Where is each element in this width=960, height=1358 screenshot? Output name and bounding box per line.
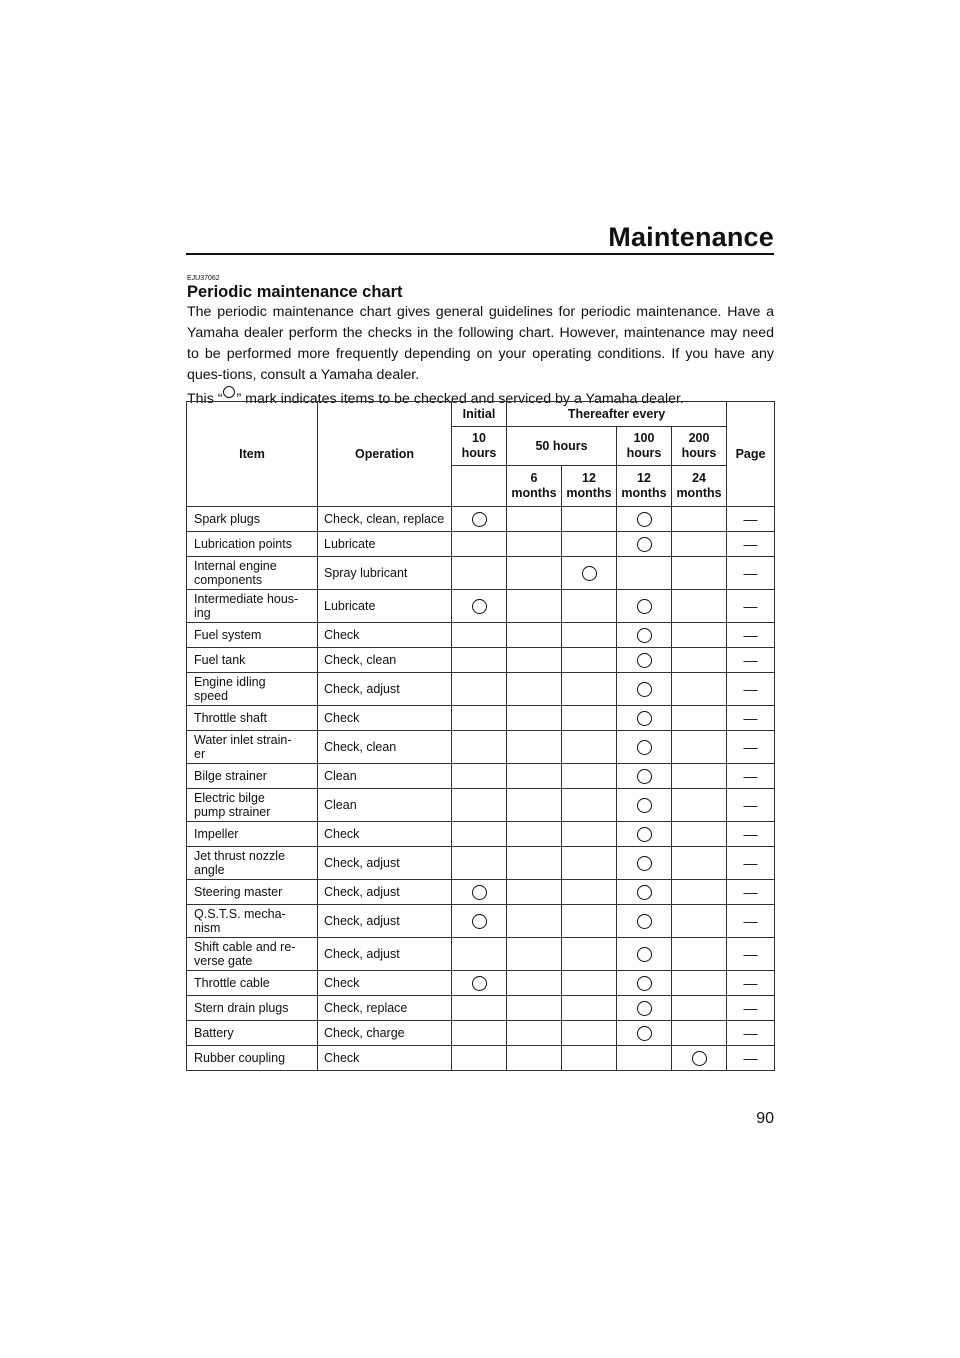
row-interval-cell	[507, 648, 562, 673]
row-interval-cell	[562, 847, 617, 880]
table-row	[187, 880, 775, 905]
row-interval-cell	[617, 557, 672, 590]
row-item: Stern drain plugs	[187, 996, 318, 1021]
row-interval-cell	[672, 731, 727, 764]
row-page: —	[727, 996, 775, 1021]
row-interval-cell	[507, 507, 562, 532]
row-interval-cell	[452, 938, 507, 971]
table-row	[187, 822, 775, 847]
row-interval-cell	[562, 1021, 617, 1046]
row-interval-cell	[617, 648, 672, 673]
service-mark-icon	[637, 1001, 652, 1016]
row-item: Engine idling speed	[187, 673, 318, 706]
row-interval-cell	[672, 880, 727, 905]
maintenance-chart-table	[186, 401, 775, 1071]
row-interval-cell	[507, 938, 562, 971]
row-page: —	[727, 789, 775, 822]
row-item: Shift cable and re- verse gate	[187, 938, 318, 971]
row-interval-cell	[507, 996, 562, 1021]
row-operation: Check	[318, 822, 452, 847]
row-interval-cell	[452, 590, 507, 623]
row-item: Jet thrust nozzle angle	[187, 847, 318, 880]
table-row	[187, 532, 775, 557]
row-page: —	[727, 880, 775, 905]
row-interval-cell	[672, 847, 727, 880]
row-interval-cell	[617, 847, 672, 880]
row-interval-cell	[507, 557, 562, 590]
header-6-months: 6 months	[507, 466, 562, 507]
service-mark-icon	[637, 947, 652, 962]
row-operation: Lubricate	[318, 532, 452, 557]
service-mark-icon	[637, 856, 652, 871]
intro-paragraph: The periodic maintenance chart gives general guidelines for periodic maintenance. Have a Yamaha dealer perform the checks in the following chart. However, maintenance may need to be performed more frequently depending on your operating conditions. If you have any ques-tions, consult a Yamaha dealer.	[187, 304, 774, 383]
row-interval-cell	[672, 822, 727, 847]
table-row	[187, 648, 775, 673]
row-operation: Check	[318, 706, 452, 731]
service-mark-icon	[637, 914, 652, 929]
service-mark-icon	[637, 769, 652, 784]
row-item: Fuel system	[187, 623, 318, 648]
table-row	[187, 706, 775, 731]
row-interval-cell	[507, 731, 562, 764]
row-operation: Clean	[318, 789, 452, 822]
row-interval-cell	[452, 1021, 507, 1046]
table-row	[187, 764, 775, 789]
row-interval-cell	[507, 822, 562, 847]
row-item: Spark plugs	[187, 507, 318, 532]
row-interval-cell	[452, 905, 507, 938]
row-interval-cell	[617, 822, 672, 847]
service-mark-icon	[637, 537, 652, 552]
row-interval-cell	[617, 706, 672, 731]
row-interval-cell	[562, 623, 617, 648]
row-interval-cell	[507, 971, 562, 996]
header-24-months: 24 months	[672, 466, 727, 507]
row-interval-cell	[617, 1046, 672, 1071]
row-item: Rubber coupling	[187, 1046, 318, 1071]
row-interval-cell	[452, 789, 507, 822]
row-page: —	[727, 905, 775, 938]
row-interval-cell	[452, 532, 507, 557]
row-interval-cell	[672, 1046, 727, 1071]
row-operation: Check, adjust	[318, 880, 452, 905]
service-mark-icon	[472, 599, 487, 614]
row-interval-cell	[617, 971, 672, 996]
row-interval-cell	[672, 938, 727, 971]
service-mark-icon	[637, 1026, 652, 1041]
row-interval-cell	[507, 905, 562, 938]
row-interval-cell	[452, 847, 507, 880]
row-interval-cell	[507, 764, 562, 789]
row-interval-cell	[672, 971, 727, 996]
row-operation: Check	[318, 1046, 452, 1071]
row-interval-cell	[452, 731, 507, 764]
service-mark-icon	[637, 628, 652, 643]
section-title: Periodic maintenance chart	[187, 283, 403, 301]
row-page: —	[727, 1021, 775, 1046]
header-page: Page	[727, 402, 775, 507]
row-operation: Lubricate	[318, 590, 452, 623]
row-interval-cell	[562, 822, 617, 847]
mark-note-after: ” mark indicates items to be checked and serviced by a Yamaha dealer.	[236, 391, 684, 407]
row-interval-cell	[507, 1046, 562, 1071]
mark-note-before: This “	[187, 391, 223, 407]
row-operation: Check, clean, replace	[318, 507, 452, 532]
row-interval-cell	[672, 996, 727, 1021]
row-interval-cell	[562, 673, 617, 706]
row-interval-cell	[507, 789, 562, 822]
row-interval-cell	[452, 1046, 507, 1071]
header-initial: Initial	[452, 402, 507, 427]
row-interval-cell	[452, 764, 507, 789]
table-row	[187, 623, 775, 648]
row-interval-cell	[562, 507, 617, 532]
row-interval-cell	[672, 1021, 727, 1046]
service-mark-icon	[223, 386, 235, 398]
table-row	[187, 557, 775, 590]
table-row	[187, 507, 775, 532]
row-item: Steering master	[187, 880, 318, 905]
service-mark-icon	[637, 653, 652, 668]
row-interval-cell	[617, 590, 672, 623]
row-interval-cell	[672, 507, 727, 532]
row-page: —	[727, 1046, 775, 1071]
header-200-hours: 200 hours	[672, 427, 727, 466]
header-rule	[186, 253, 774, 255]
row-interval-cell	[562, 1046, 617, 1071]
row-operation: Check, adjust	[318, 847, 452, 880]
row-interval-cell	[672, 764, 727, 789]
row-interval-cell	[507, 1021, 562, 1046]
row-page: —	[727, 673, 775, 706]
row-page: —	[727, 532, 775, 557]
row-page: —	[727, 706, 775, 731]
row-operation: Check, clean	[318, 648, 452, 673]
row-page: —	[727, 557, 775, 590]
row-item: Lubrication points	[187, 532, 318, 557]
row-interval-cell	[617, 532, 672, 557]
table-row	[187, 1021, 775, 1046]
row-interval-cell	[562, 731, 617, 764]
row-interval-cell	[507, 673, 562, 706]
header-12-months-a: 12 months	[562, 466, 617, 507]
row-interval-cell	[507, 532, 562, 557]
row-interval-cell	[507, 590, 562, 623]
row-item: Impeller	[187, 822, 318, 847]
service-mark-icon	[582, 566, 597, 581]
table-row	[187, 731, 775, 764]
service-mark-icon	[637, 599, 652, 614]
row-operation: Check, clean	[318, 731, 452, 764]
row-interval-cell	[562, 880, 617, 905]
service-mark-icon	[472, 914, 487, 929]
row-interval-cell	[617, 507, 672, 532]
intro-text	[187, 302, 774, 410]
row-page: —	[727, 507, 775, 532]
row-interval-cell	[672, 673, 727, 706]
service-mark-icon	[637, 885, 652, 900]
row-operation: Check, adjust	[318, 938, 452, 971]
row-page: —	[727, 590, 775, 623]
row-item: Fuel tank	[187, 648, 318, 673]
row-interval-cell	[617, 1021, 672, 1046]
service-mark-icon	[637, 512, 652, 527]
row-interval-cell	[672, 905, 727, 938]
row-interval-cell	[562, 648, 617, 673]
row-interval-cell	[452, 822, 507, 847]
row-interval-cell	[617, 731, 672, 764]
row-interval-cell	[452, 673, 507, 706]
row-interval-cell	[562, 789, 617, 822]
table-row	[187, 971, 775, 996]
row-interval-cell	[562, 938, 617, 971]
row-interval-cell	[562, 764, 617, 789]
row-interval-cell	[672, 557, 727, 590]
table-row	[187, 590, 775, 623]
row-interval-cell	[452, 507, 507, 532]
page-header-title: Maintenance	[608, 222, 774, 252]
row-interval-cell	[617, 938, 672, 971]
row-item: Water inlet strain- er	[187, 731, 318, 764]
row-interval-cell	[562, 971, 617, 996]
row-operation: Check	[318, 623, 452, 648]
row-interval-cell	[672, 706, 727, 731]
table-row	[187, 905, 775, 938]
row-item: Battery	[187, 1021, 318, 1046]
row-operation: Check, replace	[318, 996, 452, 1021]
row-interval-cell	[617, 673, 672, 706]
row-operation: Check, adjust	[318, 905, 452, 938]
row-item: Internal engine components	[187, 557, 318, 590]
row-page: —	[727, 764, 775, 789]
row-interval-cell	[507, 847, 562, 880]
row-page: —	[727, 971, 775, 996]
service-mark-icon	[637, 976, 652, 991]
row-interval-cell	[562, 557, 617, 590]
row-interval-cell	[562, 706, 617, 731]
row-interval-cell	[507, 706, 562, 731]
row-interval-cell	[617, 905, 672, 938]
row-interval-cell	[507, 880, 562, 905]
service-mark-icon	[472, 976, 487, 991]
row-interval-cell	[672, 590, 727, 623]
row-item: Throttle cable	[187, 971, 318, 996]
service-mark-icon	[637, 827, 652, 842]
row-page: —	[727, 938, 775, 971]
table-row	[187, 847, 775, 880]
row-interval-cell	[617, 789, 672, 822]
service-mark-icon	[692, 1051, 707, 1066]
header-initial-blank	[452, 466, 507, 507]
row-page: —	[727, 822, 775, 847]
row-page: —	[727, 648, 775, 673]
maintenance-chart-body	[187, 507, 775, 1071]
section-code: EJU37062	[187, 275, 220, 282]
row-interval-cell	[672, 623, 727, 648]
row-interval-cell	[617, 623, 672, 648]
service-mark-icon	[637, 682, 652, 697]
row-item: Throttle shaft	[187, 706, 318, 731]
row-page: —	[727, 731, 775, 764]
row-item: Q.S.T.S. mecha- nism	[187, 905, 318, 938]
service-mark-icon	[637, 798, 652, 813]
header-10-hours: 10 hours	[452, 427, 507, 466]
row-interval-cell	[672, 789, 727, 822]
service-mark-icon	[637, 740, 652, 755]
row-interval-cell	[617, 880, 672, 905]
header-thereafter: Thereafter every	[507, 402, 727, 427]
row-interval-cell	[452, 623, 507, 648]
row-operation: Clean	[318, 764, 452, 789]
row-interval-cell	[507, 623, 562, 648]
table-row	[187, 1046, 775, 1071]
row-interval-cell	[562, 532, 617, 557]
row-interval-cell	[617, 764, 672, 789]
row-interval-cell	[562, 905, 617, 938]
row-interval-cell	[452, 971, 507, 996]
row-interval-cell	[452, 996, 507, 1021]
row-item: Electric bilge pump strainer	[187, 789, 318, 822]
table-row	[187, 789, 775, 822]
row-operation: Spray lubricant	[318, 557, 452, 590]
row-page: —	[727, 847, 775, 880]
row-interval-cell	[452, 557, 507, 590]
row-item: Bilge strainer	[187, 764, 318, 789]
header-operation: Operation	[318, 402, 452, 507]
row-item: Intermediate hous- ing	[187, 590, 318, 623]
table-row	[187, 996, 775, 1021]
header-12-months-b: 12 months	[617, 466, 672, 507]
table-row	[187, 938, 775, 971]
header-50-hours: 50 hours	[507, 427, 617, 466]
row-interval-cell	[562, 590, 617, 623]
row-interval-cell	[562, 996, 617, 1021]
page-number: 90	[756, 1110, 774, 1127]
row-interval-cell	[452, 706, 507, 731]
header-item: Item	[187, 402, 318, 507]
row-operation: Check	[318, 971, 452, 996]
service-mark-icon	[472, 885, 487, 900]
header-100-hours: 100 hours	[617, 427, 672, 466]
row-interval-cell	[617, 996, 672, 1021]
row-interval-cell	[672, 648, 727, 673]
service-mark-icon	[637, 711, 652, 726]
row-interval-cell	[452, 648, 507, 673]
service-mark-icon	[472, 512, 487, 527]
row-page: —	[727, 623, 775, 648]
row-interval-cell	[672, 532, 727, 557]
row-operation: Check, charge	[318, 1021, 452, 1046]
table-row	[187, 673, 775, 706]
row-operation: Check, adjust	[318, 673, 452, 706]
row-interval-cell	[452, 880, 507, 905]
